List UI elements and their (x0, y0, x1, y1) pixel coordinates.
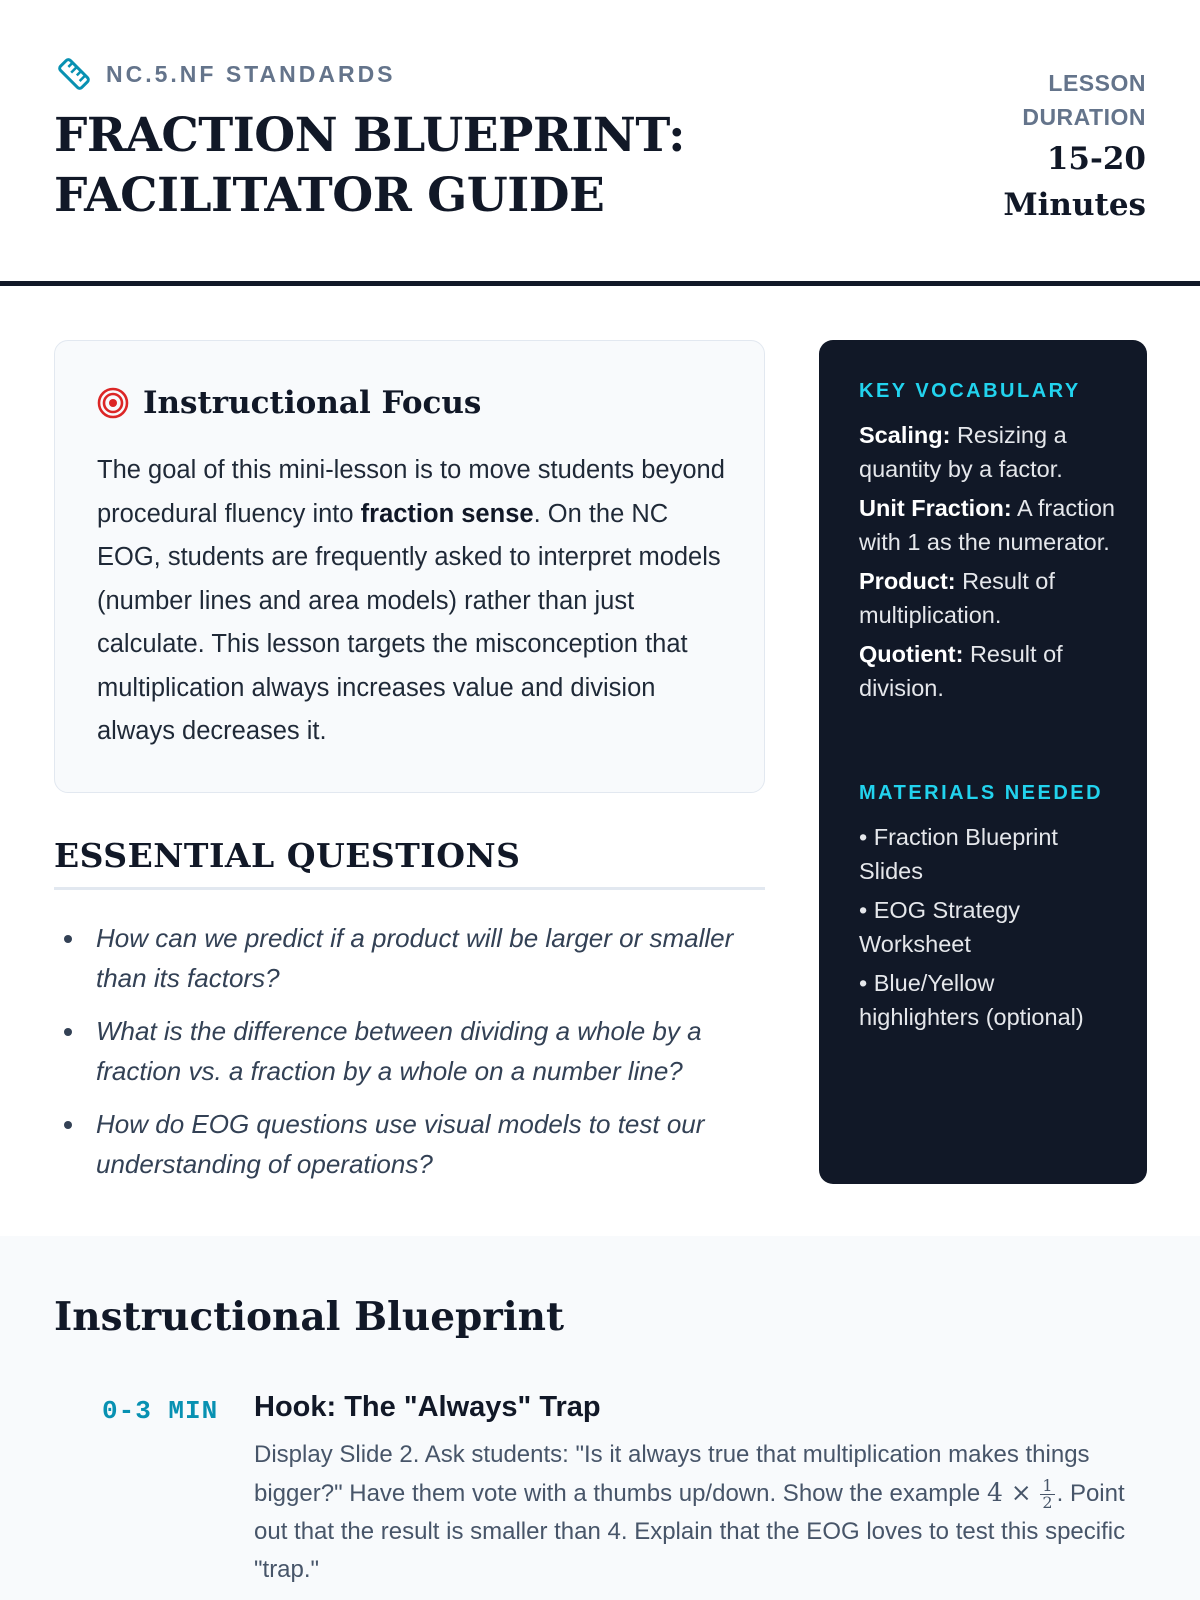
bullet-icon (64, 1121, 72, 1129)
step-time: 0-3 MIN (102, 1396, 219, 1426)
bullet-icon (64, 1028, 72, 1036)
materials-section (859, 782, 1119, 1040)
standards-tag (54, 54, 396, 94)
material-item: • EOG Strategy Worksheet (859, 897, 1021, 957)
material-item: • Blue/Yellow highlighters (optional) (859, 970, 1084, 1030)
sidebar-panel (819, 340, 1147, 1184)
focus-title: Instructional Focus (143, 385, 482, 421)
question-text: What is the difference between dividing a whole by a fraction vs. a fraction by a whole on a number line? (96, 1016, 702, 1086)
focus-body-text-end: . On the NC EOG, students are frequently asked to interpret models (number lines and area models) rather than just calculate. This lesson targets the misconception that multiplication always increases value and division always decreases it. (97, 499, 721, 745)
list-item (54, 918, 774, 998)
fraction (1040, 1478, 1054, 1511)
vocab-term: Unit Fraction: (859, 495, 1012, 521)
step-title: Hook: The "Always" Trap (254, 1391, 601, 1423)
list-item (54, 1011, 774, 1091)
vocab-item (859, 419, 1119, 486)
vocab-term: Product: (859, 568, 956, 594)
focus-body (97, 449, 737, 754)
duration-label-line2: DURATION (1022, 104, 1146, 130)
material-item: • Fraction Blueprint Slides (859, 824, 1058, 884)
blueprint-title: Instructional Blueprint (54, 1294, 565, 1340)
focus-body-text: The goal of this mini-lesson is to move students beyond procedural fluency into (97, 456, 725, 528)
vocab-term: Scaling: (859, 422, 951, 448)
instructional-blueprint-section (0, 1236, 1200, 1600)
focus-body-bold: fraction sense (360, 499, 534, 528)
vocab-item (859, 492, 1119, 559)
vocab-definition: Result of multiplication. (859, 568, 1055, 628)
vocab-definition: A fraction with 1 as the numerator. (859, 495, 1115, 555)
step-body (254, 1436, 1134, 1589)
materials-heading: MATERIALS NEEDED (859, 782, 1104, 804)
step-body-text: Display Slide 2. Ask students: "Is it always true that multiplication makes things bigger?" Have them vote with a thumbs up/down. Show the example (254, 1441, 1090, 1507)
section-divider (54, 887, 765, 890)
ruler-icon (54, 54, 94, 94)
step-body-text-end: . Point out that the result is smaller than 4. Explain that the EOG loves to test this specific "trap." (254, 1480, 1126, 1583)
essential-questions-list (54, 918, 774, 1197)
bullet-icon (64, 935, 72, 943)
page-header (0, 0, 1200, 286)
duration-label-line1: LESSON (1048, 70, 1146, 96)
vocab-definition: Result of division. (859, 641, 1063, 701)
standards-label: NC.5.NF STANDARDS (106, 60, 396, 87)
vocab-item (859, 565, 1119, 632)
instructional-focus-card (54, 340, 765, 793)
lesson-duration (1003, 66, 1146, 228)
duration-value-line1: 15-20 (1046, 141, 1146, 177)
fraction-denominator: 2 (1042, 1493, 1053, 1513)
fraction-numerator: 1 (1042, 1476, 1053, 1496)
vocab-definition: Resizing a quantity by a factor. (859, 422, 1067, 482)
vocab-term: Quotient: (859, 641, 964, 667)
vocab-item (859, 638, 1119, 705)
question-text: How do EOG questions use visual models to test our understanding of operations? (96, 1109, 705, 1179)
page-title: FRACTION BLUEPRINT: FACILITATOR GUIDE (54, 108, 686, 223)
essential-questions-title: ESSENTIAL QUESTIONS (54, 836, 521, 875)
list-item (54, 1104, 774, 1184)
question-text: How can we predict if a product will be larger or smaller than its factors? (96, 923, 734, 993)
math-expression: 4 × (986, 1478, 1032, 1507)
vocabulary-heading: KEY VOCABULARY (859, 380, 1081, 402)
focus-header (97, 385, 481, 421)
vocabulary-section (859, 380, 1119, 711)
duration-value-line2: Minutes (1003, 187, 1146, 223)
target-icon (97, 387, 129, 419)
